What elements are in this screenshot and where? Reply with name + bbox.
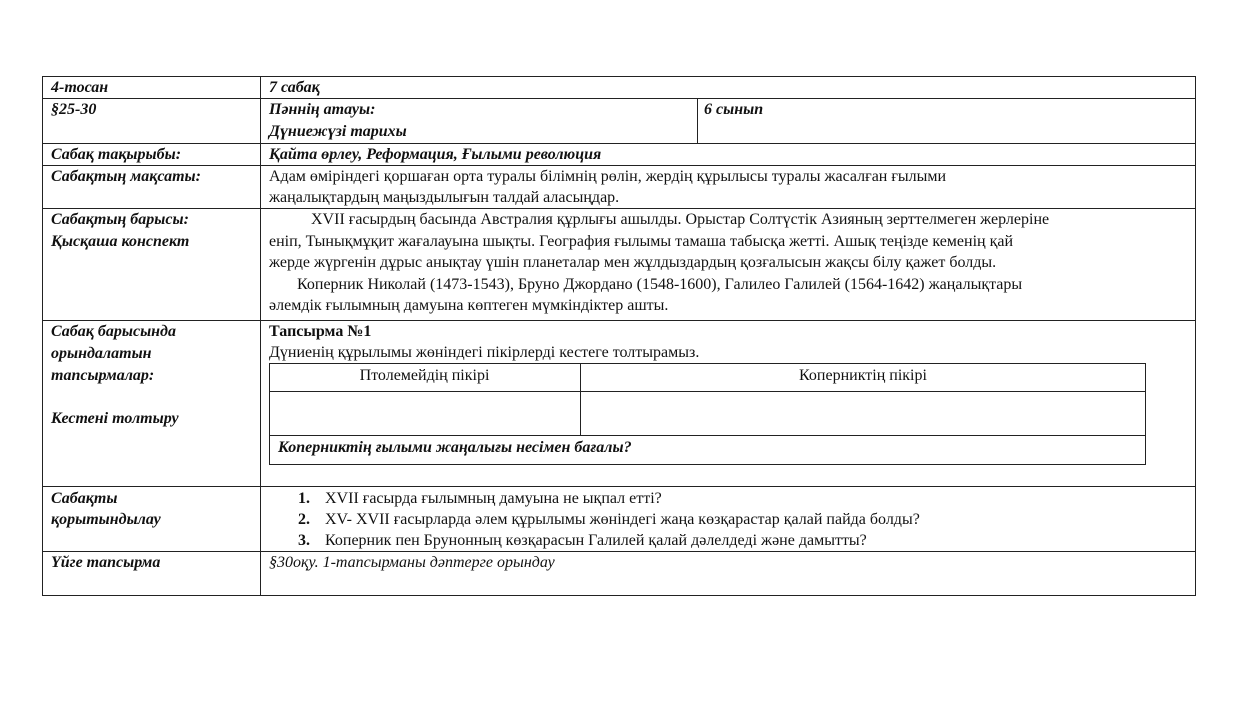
- summary-number: 3.: [298, 532, 310, 549]
- task-title: Тапсырма №1: [269, 323, 372, 340]
- homework-value: §30оқу. 1-тапсырманы дәптерге орындау: [269, 554, 555, 571]
- grade: 6 сынып: [704, 101, 764, 118]
- row-line: [269, 435, 1146, 436]
- progress-line: әлемдік ғылымның дамуына көптеген мүмкіндіктер ашты.: [269, 297, 669, 314]
- summary-label: қорытындылау: [51, 511, 161, 528]
- column-divider: [260, 76, 261, 596]
- tasks-label: Сабақ барысында: [51, 323, 176, 340]
- summary-label: Сабақты: [51, 490, 118, 507]
- paragraphs: §25-30: [51, 101, 97, 118]
- copernicus-header: Коперниктің пікірі: [799, 367, 927, 384]
- progress-line: жерде жүргенін дұрыс анықтау үшін планеталар мен жұлдыздардың қозғалысын жақсы білу қажет болды.: [269, 254, 997, 271]
- quarter: 4-тосан: [51, 79, 109, 96]
- row-line: [269, 391, 1146, 392]
- ptolemy-header: Птолемейдің пікірі: [359, 367, 490, 384]
- summary-question: XVII ғасырда ғылымның дамуына не ықпал етті?: [325, 490, 662, 507]
- progress-line: XVII ғасырдың басында Австралия құрлығы ашылды. Орыстар Солтүстік Азияның зерттелмеген жерлеріне: [311, 211, 1050, 228]
- topic-value: Қайта өрлеу, Реформация, Ғылыми революция: [269, 146, 602, 163]
- task-instruction: Дүниенің құрылымы жөніндегі пікірлерді кестеге толтырамыз.: [269, 344, 700, 361]
- tasks-label: тапсырмалар:: [51, 367, 155, 384]
- goal-line: Адам өміріндегі қоршаған орта туралы білімнің рөлін, жердің құрылысы туралы жасалған ғылыми: [269, 168, 947, 185]
- row-line: [42, 320, 1196, 321]
- lesson-number: 7 сабақ: [269, 79, 320, 96]
- progress-label: Сабақтың барысы:: [51, 211, 189, 228]
- grade-divider: [697, 98, 698, 143]
- summary-number: 1.: [298, 490, 310, 507]
- progress-line: еніп, Тынықмұқит жағалауына шықты. География ғылымы тамаша табысқа жетті. Ашық теңізде кеменің қай: [269, 233, 1014, 250]
- homework-label: Үйге тапсырма: [51, 554, 161, 571]
- summary-number: 2.: [298, 511, 310, 528]
- goal-line: жаңалықтардың маңыздылығын талдай аласыңдар.: [269, 189, 620, 206]
- row-line: [42, 98, 1196, 99]
- tasks-label: орындалатын: [51, 345, 152, 362]
- progress-sublabel: Қысқаша конспект: [51, 233, 190, 250]
- row-line: [42, 143, 1196, 144]
- tasks-sublabel: Кестені толтыру: [51, 410, 179, 427]
- progress-line: Коперник Николай (1473-1543), Бруно Джордано (1548-1600), Галилео Галилей (1564-1642) жаңалықтары: [297, 276, 1023, 293]
- summary-question: XV- XVII ғасырларда әлем құрылымы жөніндегі жаңа көзқарастар қалай пайда болды?: [325, 511, 920, 528]
- task-question: Коперниктің ғылыми жаңалығы несімен бағалы?: [278, 439, 632, 456]
- subject: Дүниежүзі тарихы: [269, 123, 407, 140]
- topic-label: Сабақ тақырыбы:: [51, 146, 182, 163]
- subject-label: Пәннің атауы:: [269, 101, 376, 118]
- goal-label: Сабақтың мақсаты:: [51, 168, 201, 185]
- row-line: [42, 486, 1196, 487]
- summary-question: Коперник пен Брунонның көзқарасын Галилей қалай дәлелдеді және дамытты?: [325, 532, 867, 549]
